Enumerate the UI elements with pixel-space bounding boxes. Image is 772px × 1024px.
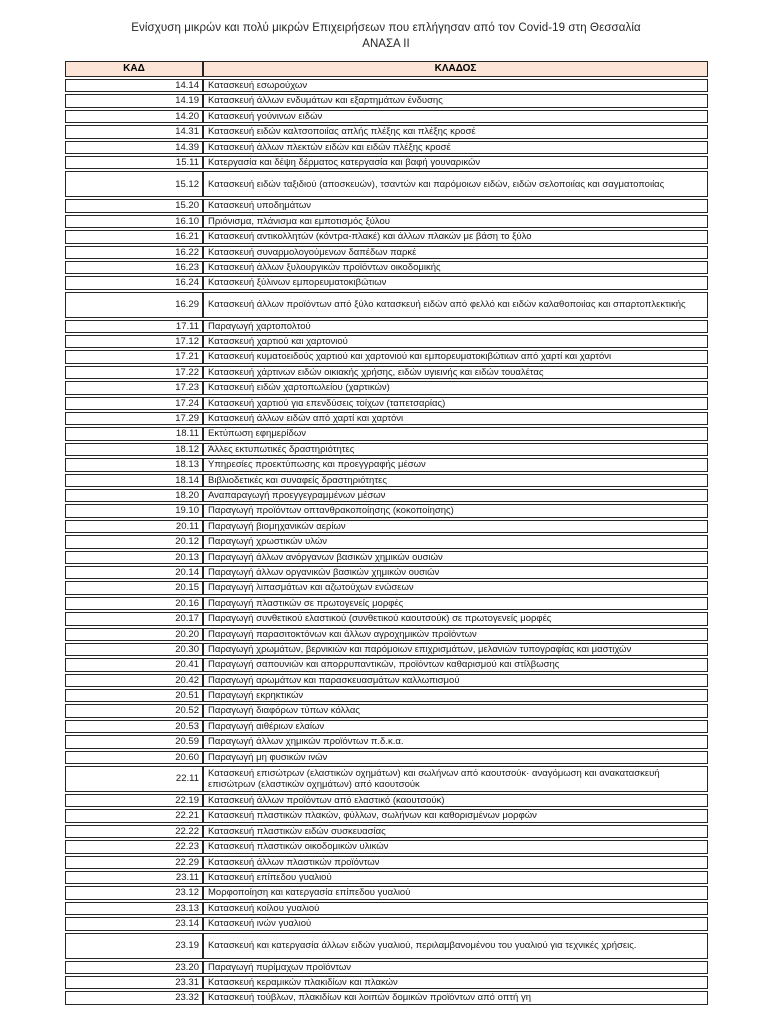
table-row xyxy=(65,735,708,748)
klados-description-cell: Παραγωγή εκρηκτικών xyxy=(203,689,708,702)
table-row xyxy=(65,766,708,792)
klados-description-cell: Κατασκευή επισώτρων (ελαστικών οχημάτων) και σωλήνων από καουτσούκ· αναγόμωση και ανακατασκευή επισώτρων (ελαστικών οχημάτων) από καουτσούκ xyxy=(203,766,708,792)
kad-code-cell: 17.11 xyxy=(65,320,203,333)
kad-code-cell: 16.10 xyxy=(65,215,203,228)
table-row xyxy=(65,199,708,212)
kad-code-cell: 17.24 xyxy=(65,397,203,410)
klados-description-cell: Παραγωγή πλαστικών σε πρωτογενείς μορφές xyxy=(203,597,708,610)
kad-code-cell: 17.22 xyxy=(65,366,203,379)
klados-description-cell: Κατεργασία και δέψη δέρματος κατεργασία και βαφή γουναρικών xyxy=(203,156,708,169)
table-row xyxy=(65,674,708,687)
kad-klados-table xyxy=(65,59,708,1007)
klados-description-cell: Κατασκευή και κατεργασία άλλων ειδών γυαλιού, περιλαμβανομένου του γυαλιού για τεχνικές χρήσεις. xyxy=(203,933,708,959)
table-row xyxy=(65,751,708,764)
kad-code-cell: 16.22 xyxy=(65,246,203,259)
klados-description-cell: Κατασκευή άλλων ειδών από χαρτί και χαρτόνι xyxy=(203,412,708,425)
column-header-kad: ΚΑΔ xyxy=(65,61,203,77)
klados-description-cell: Κατασκευή άλλων ξυλουργικών προϊόντων οικοδομικής xyxy=(203,261,708,274)
kad-code-cell: 20.59 xyxy=(65,735,203,748)
kad-code-cell: 20.41 xyxy=(65,658,203,671)
klados-description-cell: Παραγωγή παρασιτοκτόνων και άλλων αγροχημικών προϊόντων xyxy=(203,628,708,641)
klados-description-cell: Παραγωγή αιθέριων ελαίων xyxy=(203,720,708,733)
table-row xyxy=(65,366,708,379)
klados-description-cell: Βιβλιοδετικές και συναφείς δραστηριότητες xyxy=(203,474,708,487)
kad-code-cell: 15.20 xyxy=(65,199,203,212)
klados-description-cell: Παραγωγή πυρίμαχων προϊόντων xyxy=(203,961,708,974)
kad-code-cell: 22.21 xyxy=(65,809,203,822)
kad-code-cell: 20.12 xyxy=(65,535,203,548)
table-row xyxy=(65,720,708,733)
klados-description-cell: Παραγωγή βιομηχανικών αερίων xyxy=(203,520,708,533)
klados-description-cell: Παραγωγή προϊόντων οπτανθρακοποίησης (κοκοποίησης) xyxy=(203,504,708,517)
klados-description-cell: Κατασκευή χάρτινων ειδών οικιακής χρήσης, ειδών υγιεινής και ειδών τουαλέτας xyxy=(203,366,708,379)
table-row xyxy=(65,141,708,154)
table-body xyxy=(65,79,708,1005)
klados-description-cell: Παραγωγή άλλων οργανικών βασικών χημικών ουσιών xyxy=(203,566,708,579)
klados-description-cell: Κατασκευή ειδών χαρτοπωλείου (χαρτικών) xyxy=(203,381,708,394)
kad-code-cell: 18.20 xyxy=(65,489,203,502)
kad-code-cell: 14.39 xyxy=(65,141,203,154)
table-row xyxy=(65,658,708,671)
table-row xyxy=(65,581,708,594)
klados-description-cell: Παραγωγή άλλων ανόργανων βασικών χημικών ουσιών xyxy=(203,551,708,564)
klados-description-cell: Κατασκευή εσωρούχων xyxy=(203,79,708,92)
kad-code-cell: 23.14 xyxy=(65,917,203,930)
document-title: Ενίσχυση μικρών και πολύ μικρών Επιχειρήσεων που επλήγησαν από τον Covid-19 στη Θεσσαλία xyxy=(131,22,641,34)
klados-description-cell: Παραγωγή συνθετικού ελαστικού (συνθετικού καουτσούκ) σε πρωτογενείς μορφές xyxy=(203,612,708,625)
kad-code-cell: 15.12 xyxy=(65,171,203,197)
table-row xyxy=(65,961,708,974)
kad-code-cell: 20.17 xyxy=(65,612,203,625)
table-row xyxy=(65,427,708,440)
klados-description-cell: Κατασκευή ειδών ταξιδιού (αποσκευών), τσαντών και παρόμοιων ειδών, ειδών σελοποιίας και σαγματοποιίας xyxy=(203,171,708,197)
kad-code-cell: 23.13 xyxy=(65,902,203,915)
klados-description-cell: Κατασκευή τούβλων, πλακιδίων και λοιπών δομικών προϊόντων από οπτή γη xyxy=(203,991,708,1004)
klados-description-cell: Εκτύπωση εφημερίδων xyxy=(203,427,708,440)
table-row xyxy=(65,350,708,363)
klados-description-cell: Παραγωγή μη φυσικών ινών xyxy=(203,751,708,764)
klados-description-cell: Κατασκευή πλαστικών πλακών, φύλλων, σωλήνων και καθορισμένων μορφών xyxy=(203,809,708,822)
table-row xyxy=(65,597,708,610)
kad-code-cell: 20.60 xyxy=(65,751,203,764)
klados-description-cell: Παραγωγή σαπουνιών και απορρυπαντικών, προϊόντων καθαρισμού και στίλβωσης xyxy=(203,658,708,671)
table-row xyxy=(65,94,708,107)
kad-code-cell: 16.24 xyxy=(65,276,203,289)
klados-description-cell: Μορφοποίηση και κατεργασία επίπεδου γυαλιού xyxy=(203,886,708,899)
kad-code-cell: 14.14 xyxy=(65,79,203,92)
table-row xyxy=(65,917,708,930)
table-row xyxy=(65,535,708,548)
klados-description-cell: Κατασκευή άλλων πλεκτών ειδών και ειδών πλέξης κροσέ xyxy=(203,141,708,154)
document-subtitle: ΑΝΑΣΑ ΙΙ xyxy=(362,38,410,50)
klados-description-cell: Κατασκευή πλαστικών ειδών συσκευασίας xyxy=(203,825,708,838)
klados-description-cell: Κατασκευή κοίλου γυαλιού xyxy=(203,902,708,915)
klados-description-cell: Κατασκευή επίπεδου γυαλιού xyxy=(203,871,708,884)
klados-description-cell: Κατασκευή άλλων πλαστικών προϊόντων xyxy=(203,856,708,869)
kad-code-cell: 23.11 xyxy=(65,871,203,884)
kad-code-cell: 20.20 xyxy=(65,628,203,641)
klados-description-cell: Κατασκευή πλαστικών οικοδομικών υλικών xyxy=(203,840,708,853)
kad-code-cell: 22.29 xyxy=(65,856,203,869)
table-row xyxy=(65,520,708,533)
table-row xyxy=(65,474,708,487)
table-row xyxy=(65,335,708,348)
kad-code-cell: 22.19 xyxy=(65,794,203,807)
table-row xyxy=(65,261,708,274)
kad-code-cell: 16.29 xyxy=(65,292,203,318)
table-row xyxy=(65,825,708,838)
kad-code-cell: 14.20 xyxy=(65,110,203,123)
kad-code-cell: 23.12 xyxy=(65,886,203,899)
table-row xyxy=(65,902,708,915)
kad-code-cell: 20.15 xyxy=(65,581,203,594)
table-row xyxy=(65,991,708,1004)
klados-description-cell: Παραγωγή χαρτοπολτού xyxy=(203,320,708,333)
table-row xyxy=(65,794,708,807)
kad-code-cell: 14.31 xyxy=(65,125,203,138)
kad-code-cell: 20.30 xyxy=(65,643,203,656)
klados-description-cell: Κατασκευή άλλων ενδυμάτων και εξαρτημάτων ένδυσης xyxy=(203,94,708,107)
table-row xyxy=(65,412,708,425)
table-row xyxy=(65,489,708,502)
table-row xyxy=(65,643,708,656)
kad-code-cell: 17.21 xyxy=(65,350,203,363)
kad-code-cell: 20.14 xyxy=(65,566,203,579)
table-row xyxy=(65,689,708,702)
kad-code-cell: 15.11 xyxy=(65,156,203,169)
kad-code-cell: 22.23 xyxy=(65,840,203,853)
table-row xyxy=(65,871,708,884)
table-row xyxy=(65,933,708,959)
table-row xyxy=(65,397,708,410)
table-row xyxy=(65,458,708,471)
klados-description-cell: Παραγωγή λιπασμάτων και αζωτούχων ενώσεων xyxy=(203,581,708,594)
klados-description-cell: Παραγωγή άλλων χημικών προϊόντων π.δ.κ.α. xyxy=(203,735,708,748)
kad-code-cell: 20.42 xyxy=(65,674,203,687)
kad-code-cell: 17.29 xyxy=(65,412,203,425)
table-row xyxy=(65,110,708,123)
table-row xyxy=(65,230,708,243)
kad-code-cell: 20.53 xyxy=(65,720,203,733)
klados-description-cell: Κατασκευή ξύλινων εμπορευματοκιβώτιων xyxy=(203,276,708,289)
kad-code-cell: 16.21 xyxy=(65,230,203,243)
table-row xyxy=(65,276,708,289)
kad-code-cell: 17.23 xyxy=(65,381,203,394)
klados-description-cell: Κατασκευή χαρτιού και χαρτονιού xyxy=(203,335,708,348)
table-header-row xyxy=(65,61,708,77)
kad-code-cell: 23.19 xyxy=(65,933,203,959)
table-row xyxy=(65,156,708,169)
klados-description-cell: Πριόνισμα, πλάνισμα και εμποτισμός ξύλου xyxy=(203,215,708,228)
kad-code-cell: 16.23 xyxy=(65,261,203,274)
kad-code-cell: 18.11 xyxy=(65,427,203,440)
table-row xyxy=(65,171,708,197)
klados-description-cell: Παραγωγή αρωμάτων και παρασκευασμάτων καλλωπισμού xyxy=(203,674,708,687)
kad-code-cell: 20.16 xyxy=(65,597,203,610)
table-row xyxy=(65,566,708,579)
klados-description-cell: Παραγωγή χρωμάτων, βερνικιών και παρόμοιων επιχρισμάτων, μελανιών τυπογραφίας και μαστιχών xyxy=(203,643,708,656)
klados-description-cell: Κατασκευή αντικολλητών (κόντρα-πλακέ) και άλλων πλακών με βάση το ξύλο xyxy=(203,230,708,243)
column-header-klados: ΚΛΑΔΟΣ xyxy=(203,61,708,77)
klados-description-cell: Αναπαραγωγή προεγγεγραμμένων μέσων xyxy=(203,489,708,502)
kad-code-cell: 20.13 xyxy=(65,551,203,564)
table-row xyxy=(65,628,708,641)
kad-code-cell: 23.20 xyxy=(65,961,203,974)
table-row xyxy=(65,886,708,899)
table-row xyxy=(65,292,708,318)
kad-code-cell: 18.12 xyxy=(65,443,203,456)
table-row xyxy=(65,320,708,333)
klados-description-cell: Κατασκευή κυματοειδούς χαρτιού και χαρτονιού και εμπορευματοκιβώτιων από χαρτί και χαρτόνι xyxy=(203,350,708,363)
table-row xyxy=(65,381,708,394)
kad-code-cell: 18.14 xyxy=(65,474,203,487)
kad-code-cell: 23.31 xyxy=(65,976,203,989)
klados-description-cell: Άλλες εκτυπωτικές δραστηριότητες xyxy=(203,443,708,456)
klados-description-cell: Παραγωγή χρωστικών υλών xyxy=(203,535,708,548)
table-row xyxy=(65,809,708,822)
table-row xyxy=(65,612,708,625)
table-row xyxy=(65,856,708,869)
kad-code-cell: 22.11 xyxy=(65,766,203,792)
table-row xyxy=(65,443,708,456)
klados-description-cell: Κατασκευή ειδών καλτσοποιίας απλής πλέξης και πλέξης κροσέ xyxy=(203,125,708,138)
kad-code-cell: 23.32 xyxy=(65,991,203,1004)
table-row xyxy=(65,125,708,138)
table-row xyxy=(65,504,708,517)
kad-code-cell: 18.13 xyxy=(65,458,203,471)
klados-description-cell: Κατασκευή χαρτιού για επενδύσεις τοίχων (ταπετσαρίας) xyxy=(203,397,708,410)
table-row xyxy=(65,551,708,564)
table-row xyxy=(65,976,708,989)
klados-description-cell: Παραγωγή διαφόρων τύπων κόλλας xyxy=(203,704,708,717)
klados-description-cell: Κατασκευή άλλων προϊόντων από ελαστικό (καουτσούκ) xyxy=(203,794,708,807)
klados-description-cell: Υπηρεσίες προεκτύπωσης και προεγγραφής μέσων xyxy=(203,458,708,471)
kad-code-cell: 22.22 xyxy=(65,825,203,838)
kad-code-cell: 20.11 xyxy=(65,520,203,533)
klados-description-cell: Κατασκευή γούνινων ειδών xyxy=(203,110,708,123)
table-row xyxy=(65,840,708,853)
kad-code-cell: 20.51 xyxy=(65,689,203,702)
kad-code-cell: 14.19 xyxy=(65,94,203,107)
klados-description-cell: Κατασκευή συναρμολογούμενων δαπέδων παρκέ xyxy=(203,246,708,259)
table-row xyxy=(65,246,708,259)
klados-description-cell: Κατασκευή υποδημάτων xyxy=(203,199,708,212)
table-row xyxy=(65,215,708,228)
klados-description-cell: Κατασκευή ινών γυαλιού xyxy=(203,917,708,930)
table-row xyxy=(65,79,708,92)
kad-code-cell: 20.52 xyxy=(65,704,203,717)
klados-description-cell: Κατασκευή άλλων προϊόντων από ξύλο κατασκευή ειδών από φελλό και ειδών καλαθοποιίας και σπαρτοπλεκτικής xyxy=(203,292,708,318)
kad-code-cell: 19.10 xyxy=(65,504,203,517)
table-row xyxy=(65,704,708,717)
kad-code-cell: 17.12 xyxy=(65,335,203,348)
klados-description-cell: Κατασκευή κεραμικών πλακιδίων και πλακών xyxy=(203,976,708,989)
